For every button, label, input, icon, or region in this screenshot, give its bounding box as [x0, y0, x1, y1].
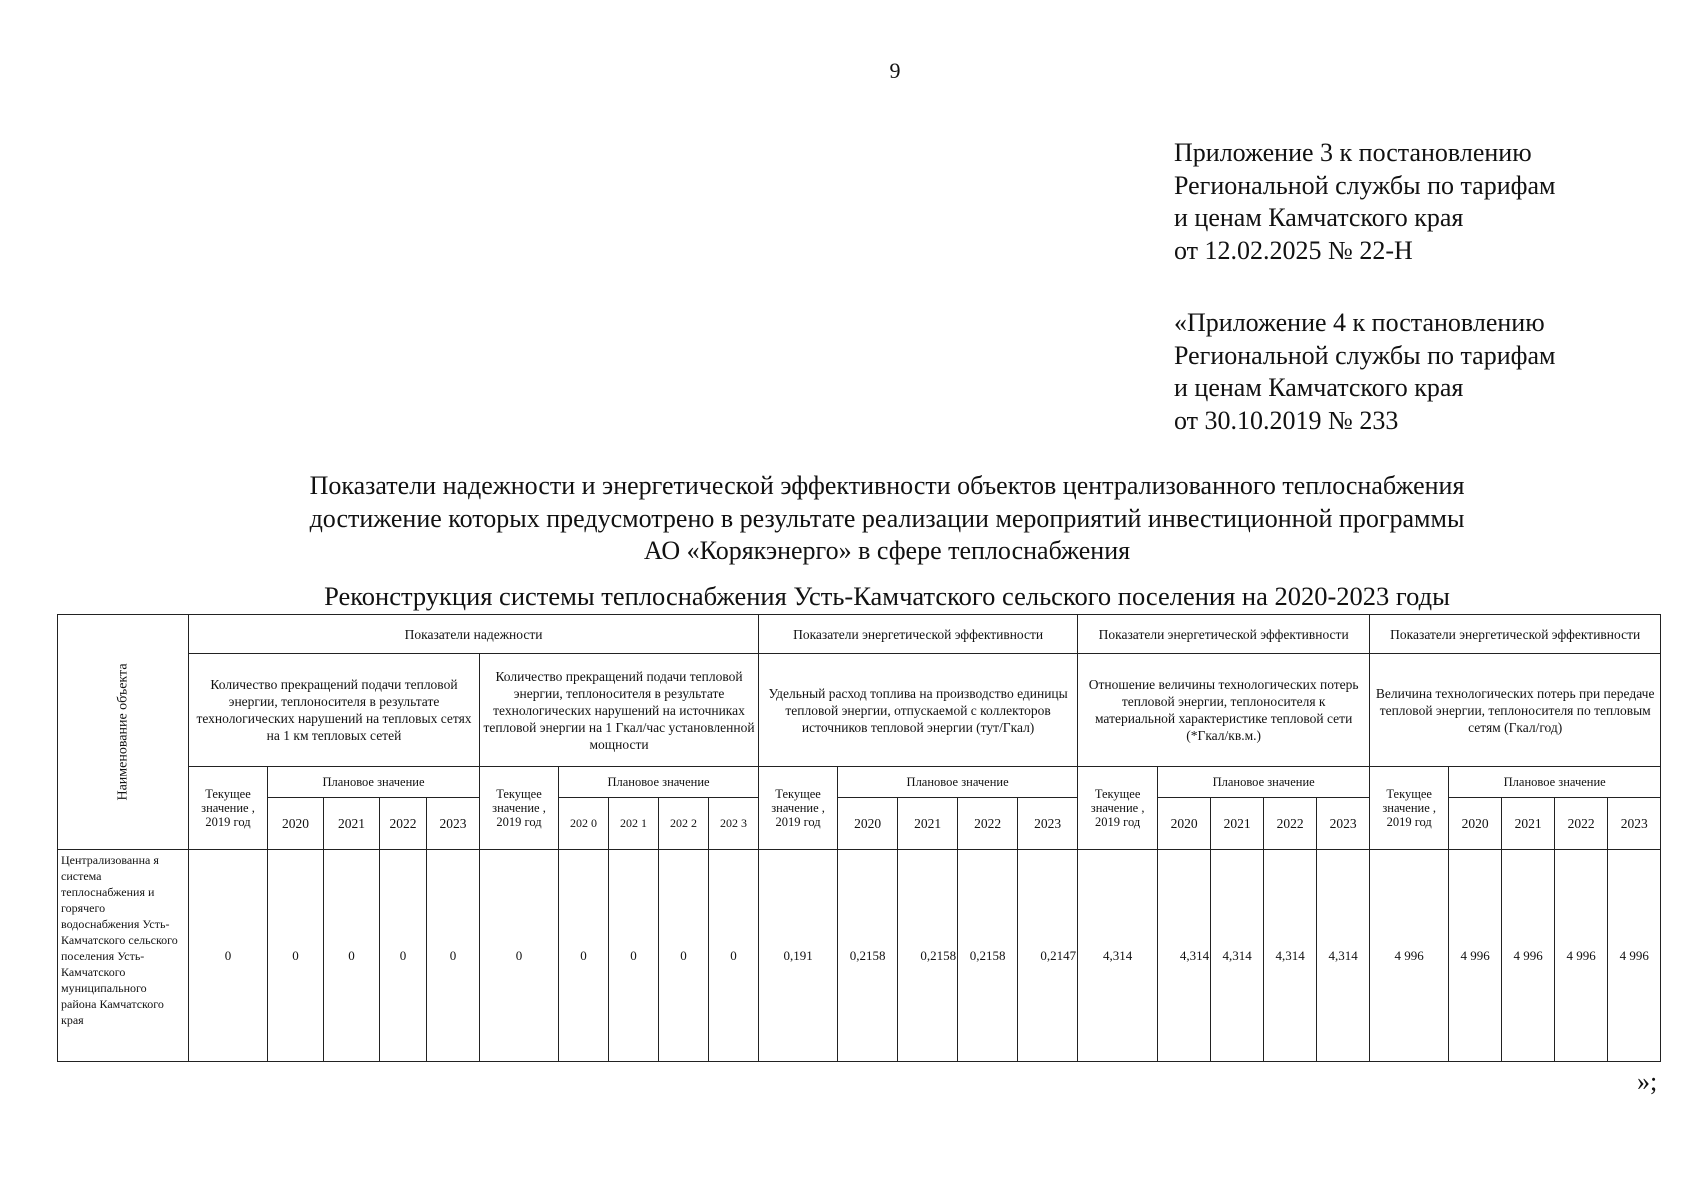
value-cell: 0,2158 — [958, 850, 1018, 1062]
indicators-table — [57, 614, 1661, 1062]
appendix-current-block — [1174, 137, 1555, 267]
appendix-previous-line: «Приложение 4 к постановлению — [1174, 308, 1545, 337]
value-cell: 4,314 — [1078, 850, 1158, 1062]
object-name-header — [58, 615, 189, 850]
title-line: АО «Корякэнерго» в сфере теплоснабжения — [643, 536, 1131, 565]
year-header: 202 2 — [659, 798, 709, 850]
year-header: 202 0 — [559, 798, 609, 850]
appendix-previous-line: Региональной службы по тарифам — [1174, 340, 1556, 370]
indicator-header: Удельный расход топлива на производство единицы тепловой энергии, отпускаемой с коллекторов источников тепловой энергии (тут/Гкал) — [759, 654, 1078, 767]
value-cell: 0 — [189, 850, 268, 1062]
value-cell: 0,2147 — [1018, 850, 1078, 1062]
indicator-header: Количество прекращений подачи тепловой энергии, теплоносителя в результате технологических нарушений на источниках тепловой энергии на 1 Гкал/час установленной мощности — [480, 654, 759, 767]
value-cell: 4,314 — [1317, 850, 1370, 1062]
year-header: 2023 — [1018, 798, 1078, 850]
year-header: 2023 — [1317, 798, 1370, 850]
value-cell: 0,191 — [759, 850, 838, 1062]
appendix-current-line: Приложение 3 к постановлению — [1174, 138, 1532, 167]
year-header: 2020 — [838, 798, 898, 850]
year-header: 2022 — [1264, 798, 1317, 850]
table-subtitle: Реконструкция системы теплоснабжения Усть-Камчатского сельского поселения на 2020-2023 годы — [324, 581, 1450, 611]
year-header: 2020 — [268, 798, 324, 850]
value-cell: 0 — [709, 850, 759, 1062]
table-row — [58, 850, 1661, 1062]
value-cell: 4 996 — [1502, 850, 1555, 1062]
value-cell: 0,2158 — [898, 850, 958, 1062]
planned-value-header: Плановое значение — [268, 767, 480, 798]
value-cell: 0 — [480, 850, 559, 1062]
value-cell: 4,314 — [1211, 850, 1264, 1062]
current-value-header: Текущее значение , 2019 год — [1370, 767, 1449, 850]
title-line: достижение которых предусмотрено в результате реализации мероприятий инвестиционной программы — [309, 503, 1465, 533]
planned-value-header: Плановое значение — [838, 767, 1078, 798]
value-cell: 0 — [380, 850, 427, 1062]
object-name-cell: Централизованна я система теплоснабжения и горячего водоснабжения Усть-Камчатского сельского поселения Усть-Камчатского муниципального района Камчатского края — [58, 850, 189, 1062]
group-header-efficiency: Показатели энергетической эффективности — [759, 615, 1078, 654]
year-header: 2020 — [1449, 798, 1502, 850]
appendix-previous-line: от 30.10.2019 № 233 — [1174, 405, 1399, 435]
closing-quote-mark: »; — [1637, 1067, 1658, 1096]
planned-value-header: Плановое значение — [1158, 767, 1370, 798]
year-header: 2021 — [898, 798, 958, 850]
indicator-header: Величина технологических потерь при передаче тепловой энергии, теплоносителя по тепловым сетям (Гкал/год) — [1370, 654, 1661, 767]
appendix-current-line: Региональной службы по тарифам — [1174, 170, 1556, 200]
appendix-previous-block — [1174, 307, 1555, 437]
value-cell: 0 — [559, 850, 609, 1062]
value-cell: 4 996 — [1555, 850, 1608, 1062]
value-cell: 0 — [659, 850, 709, 1062]
value-cell: 4,314 — [1264, 850, 1317, 1062]
current-value-header: Текущее значение , 2019 год — [1078, 767, 1158, 850]
current-value-header: Текущее значение , 2019 год — [759, 767, 838, 850]
year-header: 2022 — [958, 798, 1018, 850]
page-number: 9 — [889, 58, 901, 83]
title-line: Показатели надежности и энергетической эффективности объектов централизованного теплоснабжения — [309, 471, 1465, 500]
value-cell: 4 996 — [1608, 850, 1661, 1062]
appendix-previous-line: и ценам Камчатского края — [1174, 373, 1464, 402]
current-value-header: Текущее значение , 2019 год — [189, 767, 268, 850]
value-cell: 4 996 — [1449, 850, 1502, 1062]
year-header: 202 1 — [609, 798, 659, 850]
year-header: 202 3 — [709, 798, 759, 850]
year-header: 2021 — [324, 798, 380, 850]
year-header: 2023 — [427, 798, 480, 850]
object-name-header-label: Наименование объекта — [115, 663, 131, 801]
indicator-header: Отношение величины технологических потерь тепловой энергии, теплоносителя к материальной характеристике тепловой сети (*Гкал/кв.м.) — [1078, 654, 1370, 767]
appendix-current-line: и ценам Камчатского края — [1174, 203, 1464, 232]
value-cell: 0,2158 — [838, 850, 898, 1062]
value-cell: 4,314 — [1158, 850, 1211, 1062]
value-cell: 0 — [324, 850, 380, 1062]
value-cell: 0 — [268, 850, 324, 1062]
current-value-header: Текущее значение , 2019 год — [480, 767, 559, 850]
value-cell: 4 996 — [1370, 850, 1449, 1062]
group-header-efficiency: Показатели энергетической эффективности — [1370, 615, 1661, 654]
value-cell: 0 — [427, 850, 480, 1062]
year-header: 2021 — [1502, 798, 1555, 850]
group-header-reliability: Показатели надежности — [189, 615, 759, 654]
year-header: 2020 — [1158, 798, 1211, 850]
year-header: 2021 — [1211, 798, 1264, 850]
group-header-efficiency: Показатели энергетической эффективности — [1078, 615, 1370, 654]
planned-value-header: Плановое значение — [559, 767, 759, 798]
value-cell: 0 — [609, 850, 659, 1062]
year-header: 2022 — [1555, 798, 1608, 850]
indicator-header: Количество прекращений подачи тепловой энергии, теплоносителя в результате технологических нарушений на тепловых сетях на 1 км тепловых сетей — [189, 654, 480, 767]
appendix-current-line: от 12.02.2025 № 22-Н — [1174, 235, 1413, 265]
year-header: 2023 — [1608, 798, 1661, 850]
planned-value-header: Плановое значение — [1449, 767, 1661, 798]
year-header: 2022 — [380, 798, 427, 850]
document-title — [0, 470, 1697, 568]
